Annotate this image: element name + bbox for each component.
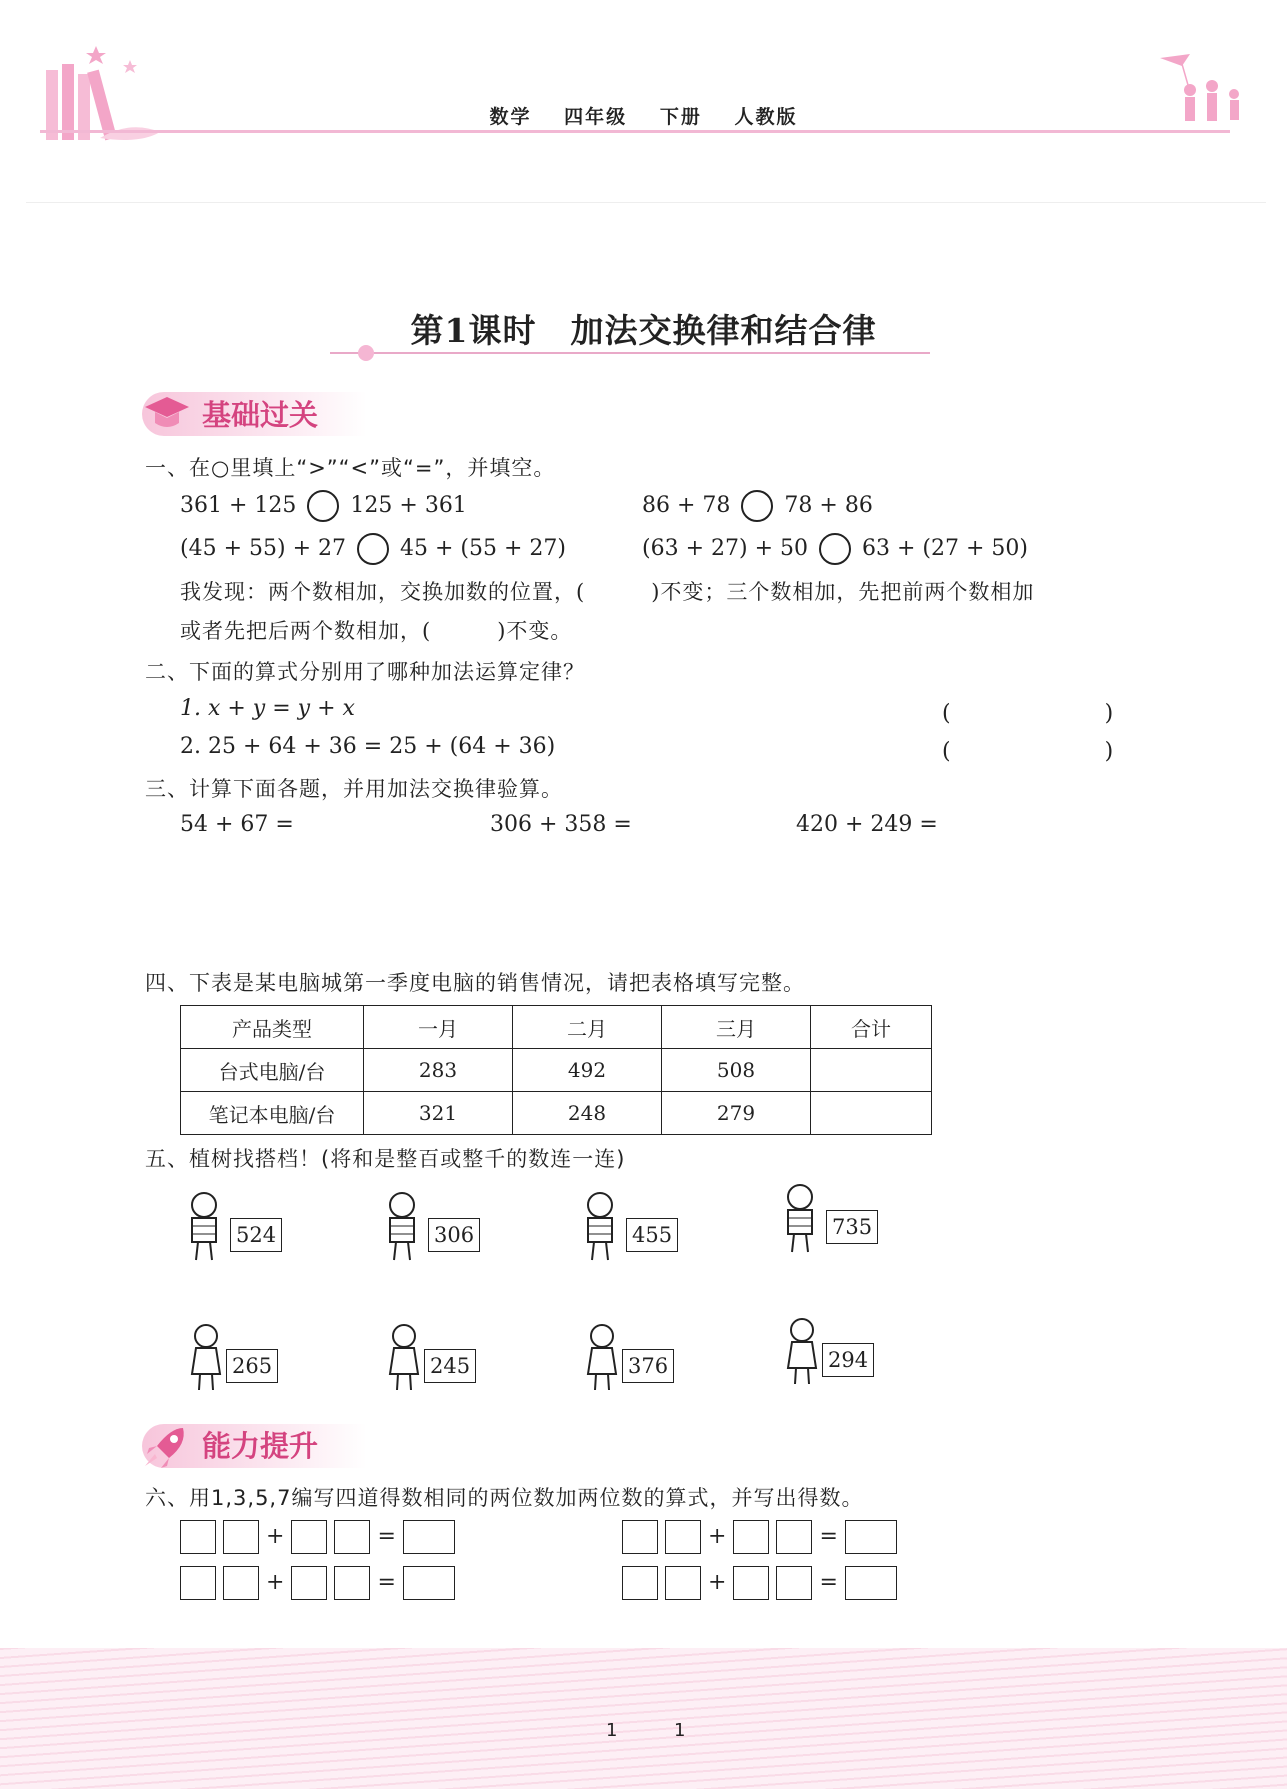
q3-problem-b: 306 + 358 = <box>490 812 632 837</box>
number-card-bottom-4[interactable]: 294 <box>822 1343 874 1377</box>
header-edition: 人教版 <box>734 106 798 128</box>
equals-sign: = <box>819 1570 838 1595</box>
q1-compare-circle-3[interactable] <box>357 533 389 565</box>
equals-sign: = <box>377 1524 396 1549</box>
digit-box[interactable] <box>334 1520 370 1554</box>
number-card-top-4[interactable]: 735 <box>826 1210 878 1244</box>
q6-equation-1 <box>180 1520 455 1554</box>
plus-sign: + <box>266 1570 285 1595</box>
graduation-cap-icon <box>143 393 191 435</box>
plus-sign: + <box>708 1570 727 1595</box>
q3-problem-c: 420 + 249 = <box>796 812 938 837</box>
header-subject: 数学 <box>489 106 532 128</box>
table-cell: 笔记本电脑/台 <box>181 1092 364 1135</box>
q1-compare-circle-1[interactable] <box>307 490 339 522</box>
section-title-advance: 能力提升 <box>202 1429 319 1463</box>
table-total-cell[interactable] <box>811 1092 932 1135</box>
q1-expr-3-left: (45 + 55) + 27 <box>180 536 346 561</box>
result-box[interactable] <box>845 1566 897 1600</box>
table-row <box>181 1092 932 1135</box>
q6-equation-2 <box>622 1520 897 1554</box>
q1-expr-3 <box>180 533 566 565</box>
sales-table <box>180 1005 932 1135</box>
digit-box[interactable] <box>291 1566 327 1600</box>
q3-prompt: 三、计算下面各题，并用加法交换律验算。 <box>145 777 563 801</box>
plus-sign: + <box>708 1524 727 1549</box>
q3-problem-a: 54 + 67 = <box>180 812 294 837</box>
header-divider <box>40 130 1230 133</box>
digit-box[interactable] <box>180 1566 216 1600</box>
result-box[interactable] <box>403 1520 455 1554</box>
q6-equation-4 <box>622 1566 897 1600</box>
q4-prompt: 四、下表是某电脑城第一季度电脑的销售情况，请把表格填写完整。 <box>145 971 805 995</box>
plus-sign: + <box>266 1524 285 1549</box>
number-card-bottom-2[interactable]: 245 <box>424 1349 476 1383</box>
table-cell: 508 <box>662 1049 811 1092</box>
table-header-cell: 产品类型 <box>181 1006 364 1049</box>
q1-expr-4-left: (63 + 27) + 50 <box>642 536 808 561</box>
table-row <box>181 1049 932 1092</box>
boy-figure-icon <box>182 1190 230 1262</box>
girl-figure-icon <box>582 1322 622 1392</box>
boy-figure-icon <box>778 1182 826 1254</box>
title-dot <box>358 345 374 361</box>
q1-expr-2 <box>642 490 873 522</box>
q5-prompt: 五、植树找搭档！(将和是整百或整千的数连一连) <box>145 1147 626 1171</box>
q1-compare-circle-2[interactable] <box>741 490 773 522</box>
table-cell: 492 <box>513 1049 662 1092</box>
header-grade: 四年级 <box>564 106 628 128</box>
books-logo-icon <box>40 40 170 150</box>
q1-expr-4 <box>642 533 1028 565</box>
q2-item-1: 1. x + y = y + x <box>180 696 355 721</box>
q1-expr-1 <box>180 490 467 522</box>
table-cell: 321 <box>364 1092 513 1135</box>
q1-prompt: 一、在○里填上“>”“<”或“=”，并填空。 <box>145 456 556 480</box>
table-header-row <box>181 1006 932 1049</box>
digit-box[interactable] <box>622 1566 658 1600</box>
digit-box[interactable] <box>180 1520 216 1554</box>
q1-expr-3-right: 45 + (55 + 27) <box>400 536 566 561</box>
q6-prompt: 六、用1,3,5,7编写四道得数相同的两位数加两位数的算式，并写出得数。 <box>145 1486 864 1510</box>
table-cell: 248 <box>513 1092 662 1135</box>
page-number-left: 1 <box>606 1720 618 1741</box>
boy-figure-icon <box>578 1190 626 1262</box>
q1-expr-4-right: 63 + (27 + 50) <box>862 536 1028 561</box>
number-card-top-1[interactable]: 524 <box>230 1218 282 1252</box>
digit-box[interactable] <box>334 1566 370 1600</box>
result-box[interactable] <box>845 1520 897 1554</box>
q2-prompt: 二、下面的算式分别用了哪种加法运算定律？ <box>145 660 585 684</box>
digit-box[interactable] <box>776 1566 812 1600</box>
q1-expr-2-right: 78 + 86 <box>784 493 873 518</box>
number-card-top-2[interactable]: 306 <box>428 1218 480 1252</box>
q2-answer-blank-2[interactable]: ( ) <box>942 739 1114 764</box>
page-title: 第1课时 加法交换律和结合律 <box>410 311 877 350</box>
digit-box[interactable] <box>622 1520 658 1554</box>
q2-item-2: 2. 25 + 64 + 36 = 25 + (64 + 36) <box>180 734 556 759</box>
q1-finding-line-2[interactable]: 或者先把后两个数相加，( )不变。 <box>180 619 573 643</box>
table-cell: 279 <box>662 1092 811 1135</box>
equals-sign: = <box>819 1524 838 1549</box>
header-volume: 下册 <box>659 106 702 128</box>
digit-box[interactable] <box>733 1566 769 1600</box>
table-header-cell: 二月 <box>513 1006 662 1049</box>
table-header-cell: 合计 <box>811 1006 932 1049</box>
equals-sign: = <box>377 1570 396 1595</box>
table-total-cell[interactable] <box>811 1049 932 1092</box>
q2-answer-blank-1[interactable]: ( ) <box>942 701 1114 726</box>
q1-expr-1-left: 361 + 125 <box>180 493 297 518</box>
rocket-icon <box>143 1424 191 1468</box>
number-card-bottom-3[interactable]: 376 <box>622 1349 674 1383</box>
q1-expr-2-left: 86 + 78 <box>642 493 731 518</box>
digit-box[interactable] <box>291 1520 327 1554</box>
number-card-top-3[interactable]: 455 <box>626 1218 678 1252</box>
table-cell: 台式电脑/台 <box>181 1049 364 1092</box>
q1-expr-1-right: 125 + 361 <box>350 493 467 518</box>
digit-box[interactable] <box>665 1520 701 1554</box>
footer-band <box>0 1648 1287 1789</box>
digit-box[interactable] <box>223 1520 259 1554</box>
digit-box[interactable] <box>733 1520 769 1554</box>
table-header-cell: 三月 <box>662 1006 811 1049</box>
girl-figure-icon <box>186 1322 226 1392</box>
q6-equation-3 <box>180 1566 455 1600</box>
digit-box[interactable] <box>776 1520 812 1554</box>
page-number-right: 1 <box>674 1720 686 1741</box>
section-title-basic: 基础过关 <box>202 398 319 432</box>
q1-compare-circle-4[interactable] <box>819 533 851 565</box>
digit-box[interactable] <box>665 1566 701 1600</box>
table-header-cell: 一月 <box>364 1006 513 1049</box>
digit-box[interactable] <box>223 1566 259 1600</box>
table-cell: 283 <box>364 1049 513 1092</box>
header-info <box>0 102 1287 129</box>
result-box[interactable] <box>403 1566 455 1600</box>
boy-figure-icon <box>380 1190 428 1262</box>
girl-figure-icon <box>782 1316 822 1386</box>
q1-finding-line-1[interactable]: 我发现：两个数相加，交换加数的位置，( )不变；三个数相加，先把前两个数相加 <box>180 580 1035 604</box>
number-card-bottom-1[interactable]: 265 <box>226 1349 278 1383</box>
title-underline <box>330 352 930 354</box>
girl-figure-icon <box>384 1322 424 1392</box>
